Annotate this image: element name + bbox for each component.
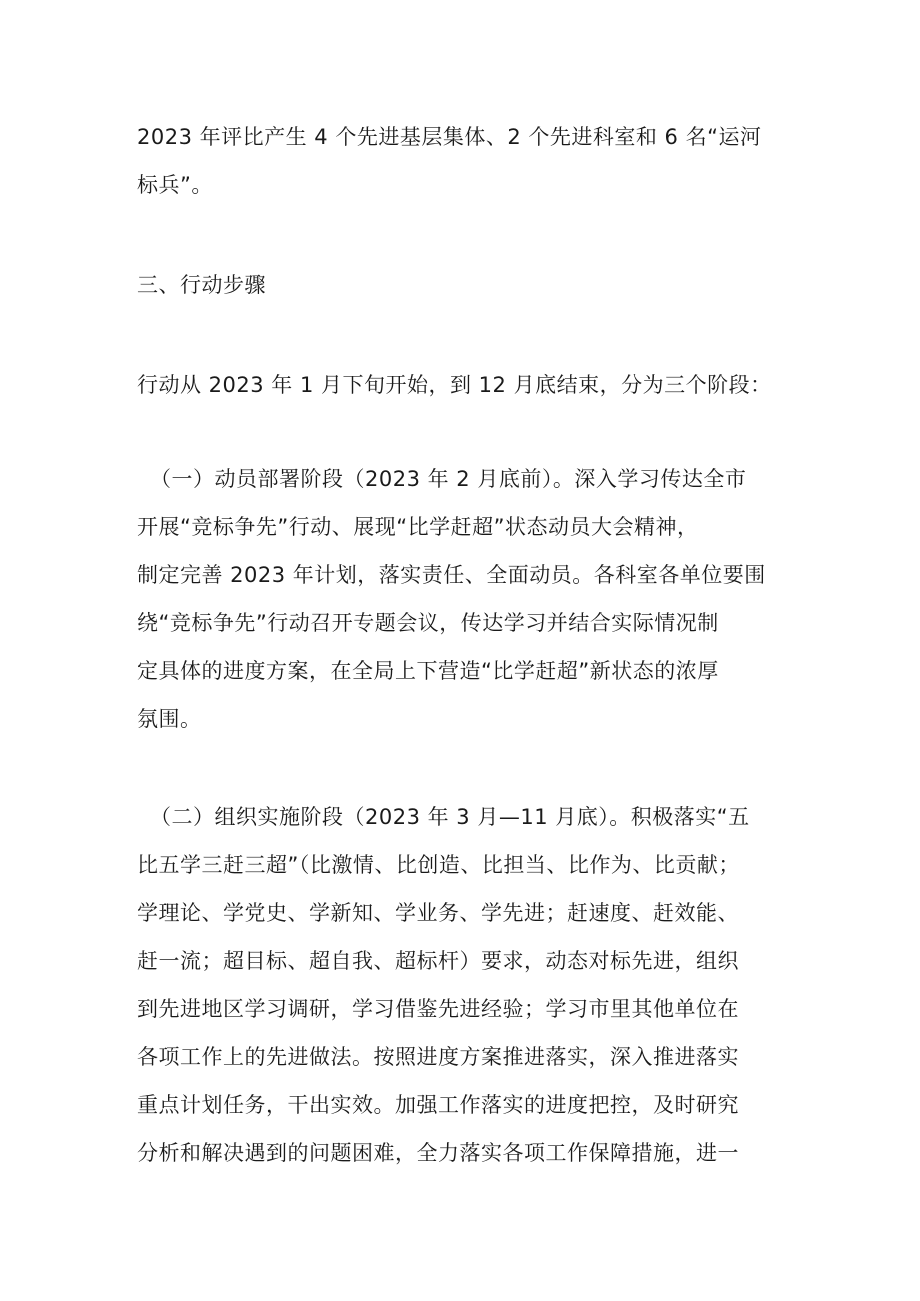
paragraph-line: 赶一流；超目标、超自我、超标杆）要求，动态对标先进，组织 — [137, 949, 739, 973]
paragraph-line: 到先进地区学习调研，学习借鉴先进经验；学习市里其他单位在 — [137, 997, 739, 1021]
paragraph-line: 制定完善 2023 年计划，落实责任、全面动员。各科室各单位要围 — [137, 563, 766, 587]
paragraph-line: 重点计划任务，干出实效。加强工作落实的进度把控，及时研究 — [137, 1093, 739, 1117]
paragraph-line: 绕“竞标争先”行动召开专题会议，传达学习并结合实际情况制 — [137, 611, 719, 635]
paragraph-line: 分析和解决遇到的问题困难，全力落实各项工作保障措施，进一 — [137, 1141, 739, 1165]
paragraph-line: 2023 年评比产生 4 个先进基层集体、2 个先进科室和 6 名“运河 — [137, 125, 762, 149]
paragraph-line: （一）动员部署阶段（2023 年 2 月底前）。深入学习传达全市 — [150, 467, 747, 491]
paragraph-line: 氛围。 — [137, 707, 202, 731]
paragraph-line: 标兵”。 — [137, 173, 213, 197]
paragraph-line: 行动从 2023 年 1 月下旬开始，到 12 月底结束，分为三个阶段： — [137, 373, 772, 397]
section-heading: 三、行动步骤 — [137, 273, 266, 297]
paragraph-line: （二）组织实施阶段（2023 年 3 月—11 月底）。积极落实“五 — [150, 805, 750, 829]
paragraph-line: 定具体的进度方案，在全局上下营造“比学赶超”新状态的浓厚 — [137, 659, 719, 683]
paragraph-line: 开展“竞标争先”行动、展现“比学赶超”状态动员大会精神， — [137, 515, 699, 539]
paragraph-line: 学理论、学党史、学新知、学业务、学先进；赶速度、赶效能、 — [137, 901, 739, 925]
paragraph-line: 各项工作上的先进做法。按照进度方案推进落实，深入推进落实 — [137, 1045, 739, 1069]
paragraph-line: 比五学三赶三超”（比激情、比创造、比担当、比作为、比贡献； — [137, 853, 740, 877]
